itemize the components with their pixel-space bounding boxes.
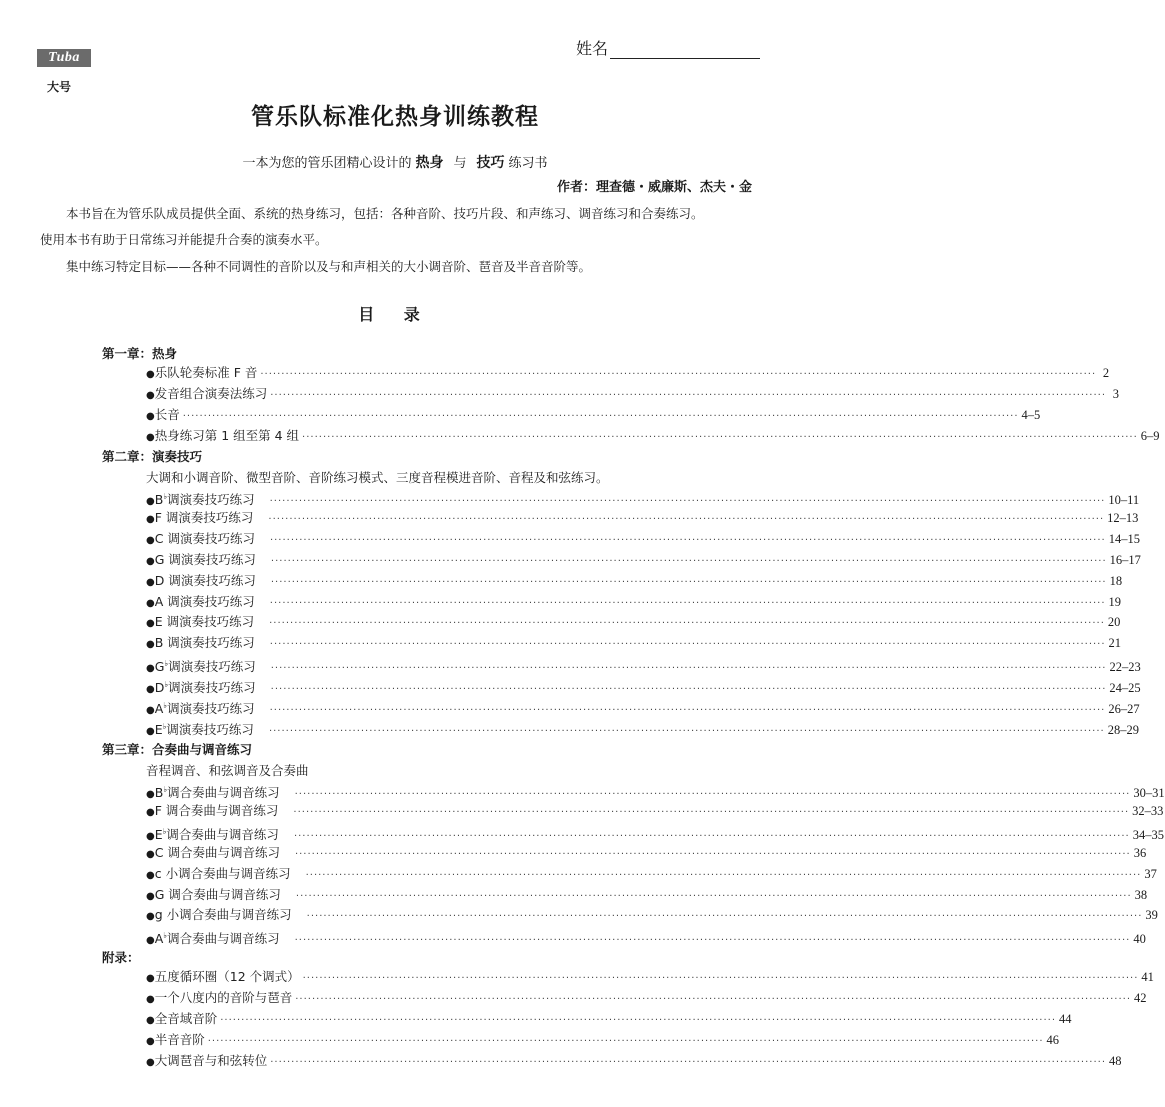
- dot-leader: ········································································································································································································: [268, 725, 1105, 737]
- intro-paragraph-2: 使用本书有助于日常练习并能提升合奏的演奏水平。: [40, 232, 328, 247]
- toc-entry[interactable]: [146, 489, 1140, 510]
- toc-page-number: 18: [1109, 573, 1123, 588]
- toc-entry[interactable]: [146, 844, 1147, 863]
- bullet-icon: ●: [146, 1035, 155, 1047]
- toc-entry[interactable]: [146, 802, 1164, 821]
- toc-entry-title: 调合奏曲与调音练习: [167, 931, 280, 947]
- flat-sign: ♭: [164, 680, 169, 690]
- toc-entry-label: [155, 656, 256, 675]
- toc-entry-key: A: [154, 701, 164, 716]
- toc-entry-label: [155, 573, 256, 589]
- toc-page-number: 30–31: [1133, 786, 1165, 800]
- toc-entry-label: [155, 928, 280, 947]
- toc-entry[interactable]: [146, 989, 1147, 1008]
- toc-entry-label: [155, 698, 255, 717]
- toc-entry-label: [155, 489, 255, 508]
- dot-leader: ········································································································································································································: [305, 869, 1142, 881]
- toc-entry[interactable]: [146, 572, 1123, 591]
- bullet-icon: ●: [146, 911, 155, 923]
- dot-leader: ········································································································································································································: [269, 496, 1106, 507]
- toc-page-number: 24–25: [1109, 681, 1141, 696]
- toc-entry[interactable]: [146, 719, 1139, 740]
- bullet-icon: ●: [146, 534, 155, 546]
- toc-entry[interactable]: [146, 406, 1041, 425]
- toc-entry[interactable]: [146, 1031, 1059, 1050]
- bullet-icon: ●: [146, 513, 155, 525]
- bullet-icon: ●: [146, 597, 155, 609]
- toc-entry-label: [155, 677, 256, 696]
- toc-entry-label: [155, 907, 292, 923]
- toc-entry-label: [155, 531, 255, 547]
- flat-sign: ♭: [163, 492, 168, 501]
- dot-leader: ········································································································································································································: [269, 618, 1105, 630]
- bullet-icon: ●: [146, 725, 155, 737]
- toc-page-number: 19: [1108, 594, 1122, 609]
- toc-page-number: 26–27: [1108, 702, 1140, 716]
- toc-entry-label: [155, 552, 256, 568]
- toc-entry-key: B: [154, 635, 164, 651]
- bullet-icon: ●: [146, 1056, 155, 1068]
- toc-page-number: 32–33: [1132, 803, 1164, 818]
- toc-entry-title: 调演奏技巧练习: [163, 635, 255, 651]
- bullet-icon: ●: [146, 684, 155, 696]
- bullet-icon: ●: [146, 806, 155, 818]
- dot-leader: ········································································································································································································: [270, 1056, 1106, 1068]
- flat-sign: ♭: [162, 721, 167, 731]
- bullet-icon: ●: [146, 369, 155, 380]
- subtitle-before: 一本为您的管乐团精心设计的: [242, 156, 412, 171]
- dot-leader: ········································································································································································································: [260, 369, 1097, 380]
- toc-page-number: 6–9: [1140, 428, 1160, 443]
- dot-leader: ········································································································································································································: [293, 806, 1130, 818]
- toc-entry-title: 调合奏曲与调音练习: [167, 785, 280, 800]
- toc-entry-title: 调演奏技巧练习: [168, 659, 256, 675]
- dot-leader: ········································································································································································································: [220, 1014, 1056, 1026]
- bullet-icon: ●: [146, 935, 155, 947]
- toc-entry-key: C: [154, 844, 164, 860]
- flat-sign: ♭: [163, 701, 168, 710]
- dot-leader: ········································································································································································································: [293, 830, 1130, 842]
- toc-entry-label: [155, 365, 258, 381]
- bullet-icon: ●: [146, 789, 155, 800]
- toc-entry-key: c: [154, 865, 162, 881]
- bullet-icon: ●: [146, 663, 155, 675]
- toc-entry[interactable]: [146, 593, 1122, 612]
- toc-entry-label: [155, 1053, 268, 1069]
- toc-entry-key: 长音: [154, 406, 180, 422]
- toc-page-number: 48: [1109, 1053, 1122, 1068]
- toc-entry[interactable]: [146, 677, 1141, 698]
- toc-entry[interactable]: [146, 886, 1148, 905]
- toc-entry-key: E: [154, 614, 163, 630]
- flat-sign: ♭: [163, 931, 168, 941]
- toc-page-number: 22–23: [1109, 660, 1141, 675]
- toc-page-number: 44: [1059, 1011, 1072, 1026]
- bullet-icon: ●: [146, 639, 155, 651]
- name-blank-line: [610, 40, 760, 59]
- toc-entry-key: D: [154, 680, 165, 696]
- toc-entry[interactable]: [146, 928, 1146, 949]
- toc-page-number: 10–11: [1108, 493, 1140, 507]
- toc-entry-key: g: [154, 907, 163, 923]
- toc-entry-title: 调演奏技巧练习: [168, 680, 256, 696]
- toc-entry-label: [155, 990, 293, 1006]
- toc-entry-key: F: [154, 509, 162, 525]
- dot-leader: ········································································································································································································: [269, 639, 1106, 651]
- author-line: 作者：理查德・威廉斯、杰夫・金: [556, 180, 752, 195]
- subtitle-emphasis-technique: 技巧: [476, 155, 505, 171]
- toc-entry[interactable]: [146, 865, 1157, 884]
- toc-page-number: 40: [1133, 932, 1146, 947]
- toc-page-number: 34–35: [1132, 827, 1164, 842]
- toc-chapter-description: 大调和小调音阶、微型音阶、音阶练习模式、三度音程模进音阶、音程及和弦练习。: [146, 470, 609, 485]
- toc-entry[interactable]: [146, 824, 1164, 845]
- bullet-icon: ●: [146, 576, 155, 588]
- toc-entry-key: E: [154, 826, 163, 842]
- toc-page-number: 2: [1102, 366, 1110, 380]
- dot-leader: ········································································································································································································: [295, 890, 1132, 902]
- name-label: 姓名: [576, 39, 609, 58]
- toc-page-number: 21: [1108, 636, 1122, 651]
- bullet-icon: ●: [146, 993, 155, 1005]
- toc-entry-title: 调演奏技巧练习: [164, 551, 256, 567]
- toc-entry[interactable]: [146, 509, 1139, 528]
- intro-paragraph-1: 本书旨在为管乐队成员提供全面、系统的热身练习，包括：各种音阶、技巧片段、和声练习、调音练习和合奏练习。: [66, 206, 704, 221]
- toc-entry-title: 调合奏曲与调音练习: [166, 826, 279, 842]
- bullet-icon: ●: [146, 830, 155, 842]
- subtitle: [0, 152, 790, 172]
- toc-entry-key: F: [154, 802, 162, 818]
- dot-leader: ········································································································································································································: [182, 410, 1019, 422]
- toc-entry-key: 热身练习第 1 组至第 4 组: [154, 427, 300, 443]
- toc-entry-key: 一个八度内的音阶与琶音: [154, 989, 293, 1005]
- toc-page-number: 16–17: [1109, 552, 1141, 567]
- toc-heading: 目 录: [358, 305, 432, 324]
- toc-page-number: 12–13: [1107, 510, 1139, 525]
- toc-entry-title: 调演奏技巧练习: [162, 614, 255, 630]
- toc-entry-key: B: [154, 785, 164, 800]
- bullet-icon: ●: [146, 496, 155, 507]
- subtitle-after: 练习书: [508, 156, 548, 171]
- toc-entry-title: 调演奏技巧练习: [163, 530, 255, 546]
- dot-leader: ········································································································································································································: [270, 555, 1107, 567]
- toc-entry-key: D: [154, 572, 165, 588]
- toc-entry-label: [155, 407, 180, 423]
- flat-sign: ♭: [163, 785, 168, 794]
- subtitle-and: 与: [453, 156, 467, 171]
- toc-entry[interactable]: [146, 698, 1140, 719]
- toc-chapter-heading: 第三章：合奏曲与调音练习: [102, 742, 253, 757]
- instrument-name: 大号: [47, 80, 72, 94]
- dot-leader: ········································································································································································································: [270, 663, 1107, 675]
- toc-entry-label: [155, 969, 300, 985]
- toc-chapter-heading: 附录：: [102, 950, 140, 965]
- dot-leader: ········································································································································································································: [302, 431, 1138, 443]
- bullet-icon: ●: [146, 410, 155, 422]
- dot-leader: ········································································································································································································: [270, 576, 1107, 588]
- toc-entry-key: 大调琶音与和弦转位: [154, 1052, 268, 1068]
- toc-entry-label: [155, 510, 254, 526]
- toc-page-number: 39: [1145, 908, 1158, 923]
- dot-leader: ········································································································································································································: [302, 973, 1139, 984]
- dot-leader: ········································································································································································································: [270, 684, 1107, 696]
- toc-page-number: 20: [1107, 615, 1121, 630]
- dot-leader: ········································································································································································································: [294, 848, 1131, 860]
- dot-leader: ········································································································································································································: [269, 597, 1106, 609]
- toc-entry-key: E: [154, 721, 163, 737]
- toc-entry-label: [155, 866, 291, 882]
- toc-entry[interactable]: [146, 907, 1158, 925]
- toc-entry-label: [155, 428, 299, 444]
- toc-entry[interactable]: [146, 1010, 1072, 1029]
- toc-entry[interactable]: [146, 385, 1119, 404]
- toc-page-number: 36: [1133, 845, 1147, 860]
- toc-entry-title: 小调合奏曲与调音练习: [162, 907, 292, 923]
- toc-page-number: 37: [1144, 866, 1157, 881]
- dot-leader: ········································································································································································································: [269, 705, 1106, 716]
- toc-entry-label: [155, 614, 254, 630]
- toc-entry[interactable]: [146, 635, 1122, 653]
- subtitle-emphasis-warmup: 热身: [415, 155, 444, 171]
- toc-entry-title: 调演奏技巧练习: [163, 593, 255, 609]
- toc-entry-title: 调演奏技巧练习: [166, 721, 254, 737]
- instrument-badge: Tuba: [37, 49, 91, 67]
- flat-sign: ♭: [162, 826, 167, 836]
- toc-entry-label: [155, 824, 279, 843]
- bullet-icon: ●: [146, 973, 155, 984]
- bullet-icon: ●: [146, 890, 155, 902]
- toc-page-number: 4–5: [1021, 407, 1041, 422]
- bullet-icon: ●: [146, 1014, 155, 1026]
- toc-chapter-heading: 第一章：热身: [102, 346, 178, 361]
- toc-entry-title: 调演奏技巧练习: [164, 572, 256, 588]
- toc-page-number: 46: [1046, 1032, 1059, 1047]
- bullet-icon: ●: [146, 555, 155, 567]
- toc-entry-label: [155, 1011, 218, 1027]
- toc-entry-label: [155, 1032, 205, 1048]
- dot-leader: ········································································································································································································: [207, 1035, 1044, 1047]
- intro-paragraph-3: 集中练习特定目标——各种不同调性的音阶以及与和声相关的大小调音阶、琶音及半音音阶等。: [66, 259, 592, 274]
- toc-entry[interactable]: [146, 782, 1165, 803]
- dot-leader: ········································································································································································································: [294, 789, 1131, 800]
- dot-leader: ········································································································································································································: [269, 534, 1106, 546]
- toc-entry[interactable]: [146, 656, 1141, 677]
- toc-entry-key: B: [154, 492, 164, 507]
- toc-entry[interactable]: [146, 365, 1110, 383]
- bullet-icon: ●: [146, 431, 155, 443]
- toc-entry-key: A: [154, 931, 164, 947]
- toc-entry-key: G: [154, 551, 165, 567]
- page-title: 管乐队标准化热身训练教程: [251, 104, 539, 130]
- toc-entry-title: 调合奏曲与调音练习: [164, 886, 281, 902]
- bullet-icon: ●: [146, 389, 155, 401]
- toc-entry[interactable]: [146, 530, 1140, 549]
- toc-entry-key: C: [154, 530, 164, 546]
- toc-chapter-description: 音程调音、和弦调音及合奏曲: [146, 763, 309, 778]
- toc-entry-key: 全音域音阶: [154, 1010, 218, 1026]
- bullet-icon: ●: [146, 848, 155, 860]
- toc-entry-key: 半音音阶: [154, 1031, 205, 1047]
- toc-entry-label: [155, 719, 254, 738]
- toc-entry-title: 小调合奏曲与调音练习: [161, 865, 291, 881]
- dot-leader: ········································································································································································································: [295, 993, 1131, 1005]
- toc-entry-title: 调合奏曲与调音练习: [161, 802, 279, 818]
- dot-leader: ········································································································································································································: [270, 389, 1106, 401]
- toc-entry[interactable]: [146, 1052, 1122, 1071]
- toc-chapter-heading: 第二章：演奏技巧: [102, 449, 203, 464]
- toc-entry-title: 调演奏技巧练习: [161, 509, 254, 525]
- toc-entry-label: [155, 386, 268, 402]
- toc-page-number: 38: [1134, 887, 1148, 902]
- toc-entry-key: G: [154, 659, 165, 675]
- toc-entry-key: 乐队轮奏标准 F 音: [154, 365, 258, 380]
- toc-page-number: 42: [1134, 990, 1147, 1005]
- dot-leader: ········································································································································································································: [294, 935, 1131, 947]
- bullet-icon: ●: [146, 869, 155, 881]
- toc-entry-key: 五度循环圈（12 个调式）: [154, 969, 300, 984]
- toc-entry[interactable]: [146, 969, 1154, 987]
- dot-leader: ········································································································································································································: [306, 911, 1143, 923]
- flat-sign: ♭: [164, 659, 169, 669]
- toc-entry[interactable]: [146, 614, 1121, 632]
- toc-entry-title: 调合奏曲与调音练习: [163, 844, 280, 860]
- toc-entry-key: 发音组合演奏法练习: [154, 385, 268, 401]
- name-field: [576, 36, 760, 59]
- toc-entry-label: [155, 782, 280, 801]
- toc-page-number: 3: [1112, 386, 1119, 401]
- toc-entry-label: [155, 803, 279, 819]
- toc-entry-key: A: [154, 593, 164, 609]
- toc-entry-title: 调演奏技巧练习: [167, 492, 255, 507]
- toc-page-number: 28–29: [1107, 722, 1139, 737]
- toc-page-number: 41: [1141, 970, 1154, 984]
- toc-entry-key: G: [154, 886, 165, 902]
- toc-entry-title: 调演奏技巧练习: [167, 701, 255, 716]
- toc-entry[interactable]: [146, 551, 1141, 570]
- toc-entry-label: [155, 845, 280, 861]
- toc-entry-label: [155, 635, 255, 651]
- bullet-icon: ●: [146, 618, 155, 630]
- toc-entry[interactable]: [146, 427, 1160, 446]
- toc-page-number: 14–15: [1108, 531, 1140, 546]
- toc-entry-label: [155, 887, 281, 903]
- dot-leader: ········································································································································································································: [268, 513, 1105, 525]
- toc-entry-label: [155, 594, 255, 610]
- bullet-icon: ●: [146, 705, 155, 716]
